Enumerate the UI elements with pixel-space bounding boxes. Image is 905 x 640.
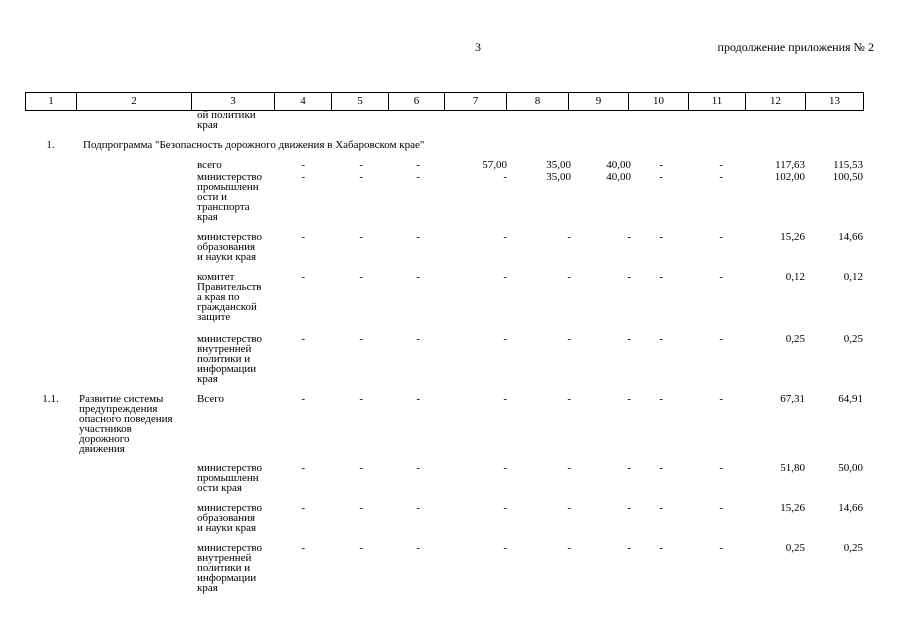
subprogram-number: 1. bbox=[46, 139, 55, 151]
value-col-6: - bbox=[416, 393, 420, 405]
value-col-4: - bbox=[301, 171, 305, 183]
value-col-5: - bbox=[359, 393, 363, 405]
value-col-5: - bbox=[359, 231, 363, 243]
column-header-10: 10 bbox=[629, 93, 689, 111]
row-executor: министерство внутренней политики и информации края bbox=[197, 333, 263, 385]
value-col-8: - bbox=[567, 462, 571, 474]
value-col-4: - bbox=[301, 542, 305, 554]
column-header-11: 11 bbox=[689, 93, 746, 111]
value-col-12: 51,80 bbox=[780, 462, 805, 474]
column-header-4: 4 bbox=[275, 93, 332, 111]
appendix-continuation: продолжение приложения № 2 bbox=[717, 40, 874, 54]
column-number-header bbox=[25, 92, 864, 111]
value-col-11: - bbox=[719, 159, 723, 171]
value-col-6: - bbox=[416, 159, 420, 171]
value-col-4: - bbox=[301, 502, 305, 514]
column-header-6: 6 bbox=[389, 93, 445, 111]
value-col-12: 0,25 bbox=[785, 542, 805, 554]
column-header-13: 13 bbox=[806, 93, 864, 111]
value-col-7: - bbox=[503, 231, 507, 243]
value-col-13: 100,50 bbox=[832, 171, 863, 183]
value-col-8: 35,00 bbox=[546, 159, 571, 171]
value-col-8: - bbox=[567, 502, 571, 514]
page-number: 3 bbox=[475, 40, 481, 54]
value-col-10: - bbox=[659, 462, 663, 474]
value-col-5: - bbox=[359, 271, 363, 283]
value-col-4: - bbox=[301, 462, 305, 474]
value-col-9: - bbox=[627, 393, 631, 405]
value-col-6: - bbox=[416, 171, 420, 183]
row-executor: министерство внутренней политики и информации края bbox=[197, 542, 263, 594]
column-header-5: 5 bbox=[332, 93, 389, 111]
value-col-12: 117,63 bbox=[775, 159, 805, 171]
value-col-8: - bbox=[567, 271, 571, 283]
value-col-10: - bbox=[659, 502, 663, 514]
value-col-7: - bbox=[503, 271, 507, 283]
value-col-8: 35,00 bbox=[546, 171, 571, 183]
value-col-11: - bbox=[719, 171, 723, 183]
value-col-7: - bbox=[503, 462, 507, 474]
value-col-10: - bbox=[659, 333, 663, 345]
row-executor: министерство образования и науки края bbox=[197, 502, 263, 534]
value-col-7: 57,00 bbox=[482, 159, 507, 171]
column-header-12: 12 bbox=[746, 93, 806, 111]
value-col-8: - bbox=[567, 542, 571, 554]
value-col-7: - bbox=[503, 542, 507, 554]
column-header-1: 1 bbox=[26, 93, 77, 111]
value-col-7: - bbox=[503, 171, 507, 183]
row-executor: комитет Правительств а края по гражданской защите bbox=[197, 271, 262, 323]
value-col-5: - bbox=[359, 542, 363, 554]
value-col-6: - bbox=[416, 502, 420, 514]
value-col-10: - bbox=[659, 231, 663, 243]
value-col-11: - bbox=[719, 502, 723, 514]
value-col-11: - bbox=[719, 542, 723, 554]
value-col-11: - bbox=[719, 271, 723, 283]
value-col-13: 0,12 bbox=[843, 271, 863, 283]
value-col-12: 15,26 bbox=[780, 502, 805, 514]
row-event-name: Развитие системы предупреждения опасного поведения участников дорожного движения bbox=[79, 393, 173, 455]
value-col-12: 0,25 bbox=[785, 333, 805, 345]
value-col-5: - bbox=[359, 159, 363, 171]
value-col-5: - bbox=[359, 462, 363, 474]
column-header-2: 2 bbox=[77, 93, 192, 111]
value-col-13: 0,25 bbox=[843, 542, 863, 554]
value-col-4: - bbox=[301, 333, 305, 345]
value-col-9: - bbox=[627, 333, 631, 345]
column-header-8: 8 bbox=[507, 93, 569, 111]
value-col-8: - bbox=[567, 393, 571, 405]
value-col-4: - bbox=[301, 271, 305, 283]
value-col-5: - bbox=[359, 333, 363, 345]
row-executor: всего bbox=[197, 159, 222, 171]
value-col-13: 14,66 bbox=[838, 231, 863, 243]
value-col-8: - bbox=[567, 333, 571, 345]
row-number: 1.1. bbox=[42, 393, 59, 405]
value-col-7: - bbox=[503, 393, 507, 405]
value-col-5: - bbox=[359, 171, 363, 183]
value-col-4: - bbox=[301, 393, 305, 405]
value-col-6: - bbox=[416, 542, 420, 554]
value-col-11: - bbox=[719, 333, 723, 345]
value-col-13: 64,91 bbox=[838, 393, 863, 405]
value-col-9: - bbox=[627, 462, 631, 474]
value-col-10: - bbox=[659, 159, 663, 171]
column-header-9: 9 bbox=[569, 93, 629, 111]
value-col-6: - bbox=[416, 271, 420, 283]
value-col-7: - bbox=[503, 502, 507, 514]
value-col-13: 115,53 bbox=[833, 159, 863, 171]
value-col-9: 40,00 bbox=[606, 159, 631, 171]
value-col-10: - bbox=[659, 542, 663, 554]
value-col-7: - bbox=[503, 333, 507, 345]
row-executor: Всего bbox=[197, 393, 224, 405]
row-executor: министерство образования и науки края bbox=[197, 231, 263, 263]
carryover-text: ой политики края bbox=[197, 109, 256, 131]
column-header-3: 3 bbox=[192, 93, 275, 111]
value-col-11: - bbox=[719, 231, 723, 243]
value-col-8: - bbox=[567, 231, 571, 243]
value-col-6: - bbox=[416, 462, 420, 474]
value-col-9: - bbox=[627, 502, 631, 514]
value-col-9: 40,00 bbox=[606, 171, 631, 183]
value-col-10: - bbox=[659, 171, 663, 183]
row-executor: министерство промышленн ости края bbox=[197, 462, 263, 494]
value-col-4: - bbox=[301, 159, 305, 171]
value-col-12: 15,26 bbox=[780, 231, 805, 243]
value-col-9: - bbox=[627, 271, 631, 283]
value-col-13: 14,66 bbox=[838, 502, 863, 514]
value-col-12: 67,31 bbox=[780, 393, 805, 405]
value-col-13: 50,00 bbox=[838, 462, 863, 474]
value-col-9: - bbox=[627, 542, 631, 554]
value-col-12: 0,12 bbox=[785, 271, 805, 283]
value-col-4: - bbox=[301, 231, 305, 243]
value-col-11: - bbox=[719, 393, 723, 405]
value-col-6: - bbox=[416, 231, 420, 243]
subprogram-title: Подпрограмма "Безопасность дорожного движения в Хабаровском крае" bbox=[83, 139, 425, 151]
value-col-12: 102,00 bbox=[774, 171, 805, 183]
value-col-11: - bbox=[719, 462, 723, 474]
value-col-10: - bbox=[659, 393, 663, 405]
value-col-13: 0,25 bbox=[843, 333, 863, 345]
row-executor: министерство промышленн ости и транспорта края bbox=[197, 171, 263, 223]
value-col-9: - bbox=[627, 231, 631, 243]
value-col-10: - bbox=[659, 271, 663, 283]
value-col-6: - bbox=[416, 333, 420, 345]
column-header-7: 7 bbox=[445, 93, 507, 111]
value-col-5: - bbox=[359, 502, 363, 514]
